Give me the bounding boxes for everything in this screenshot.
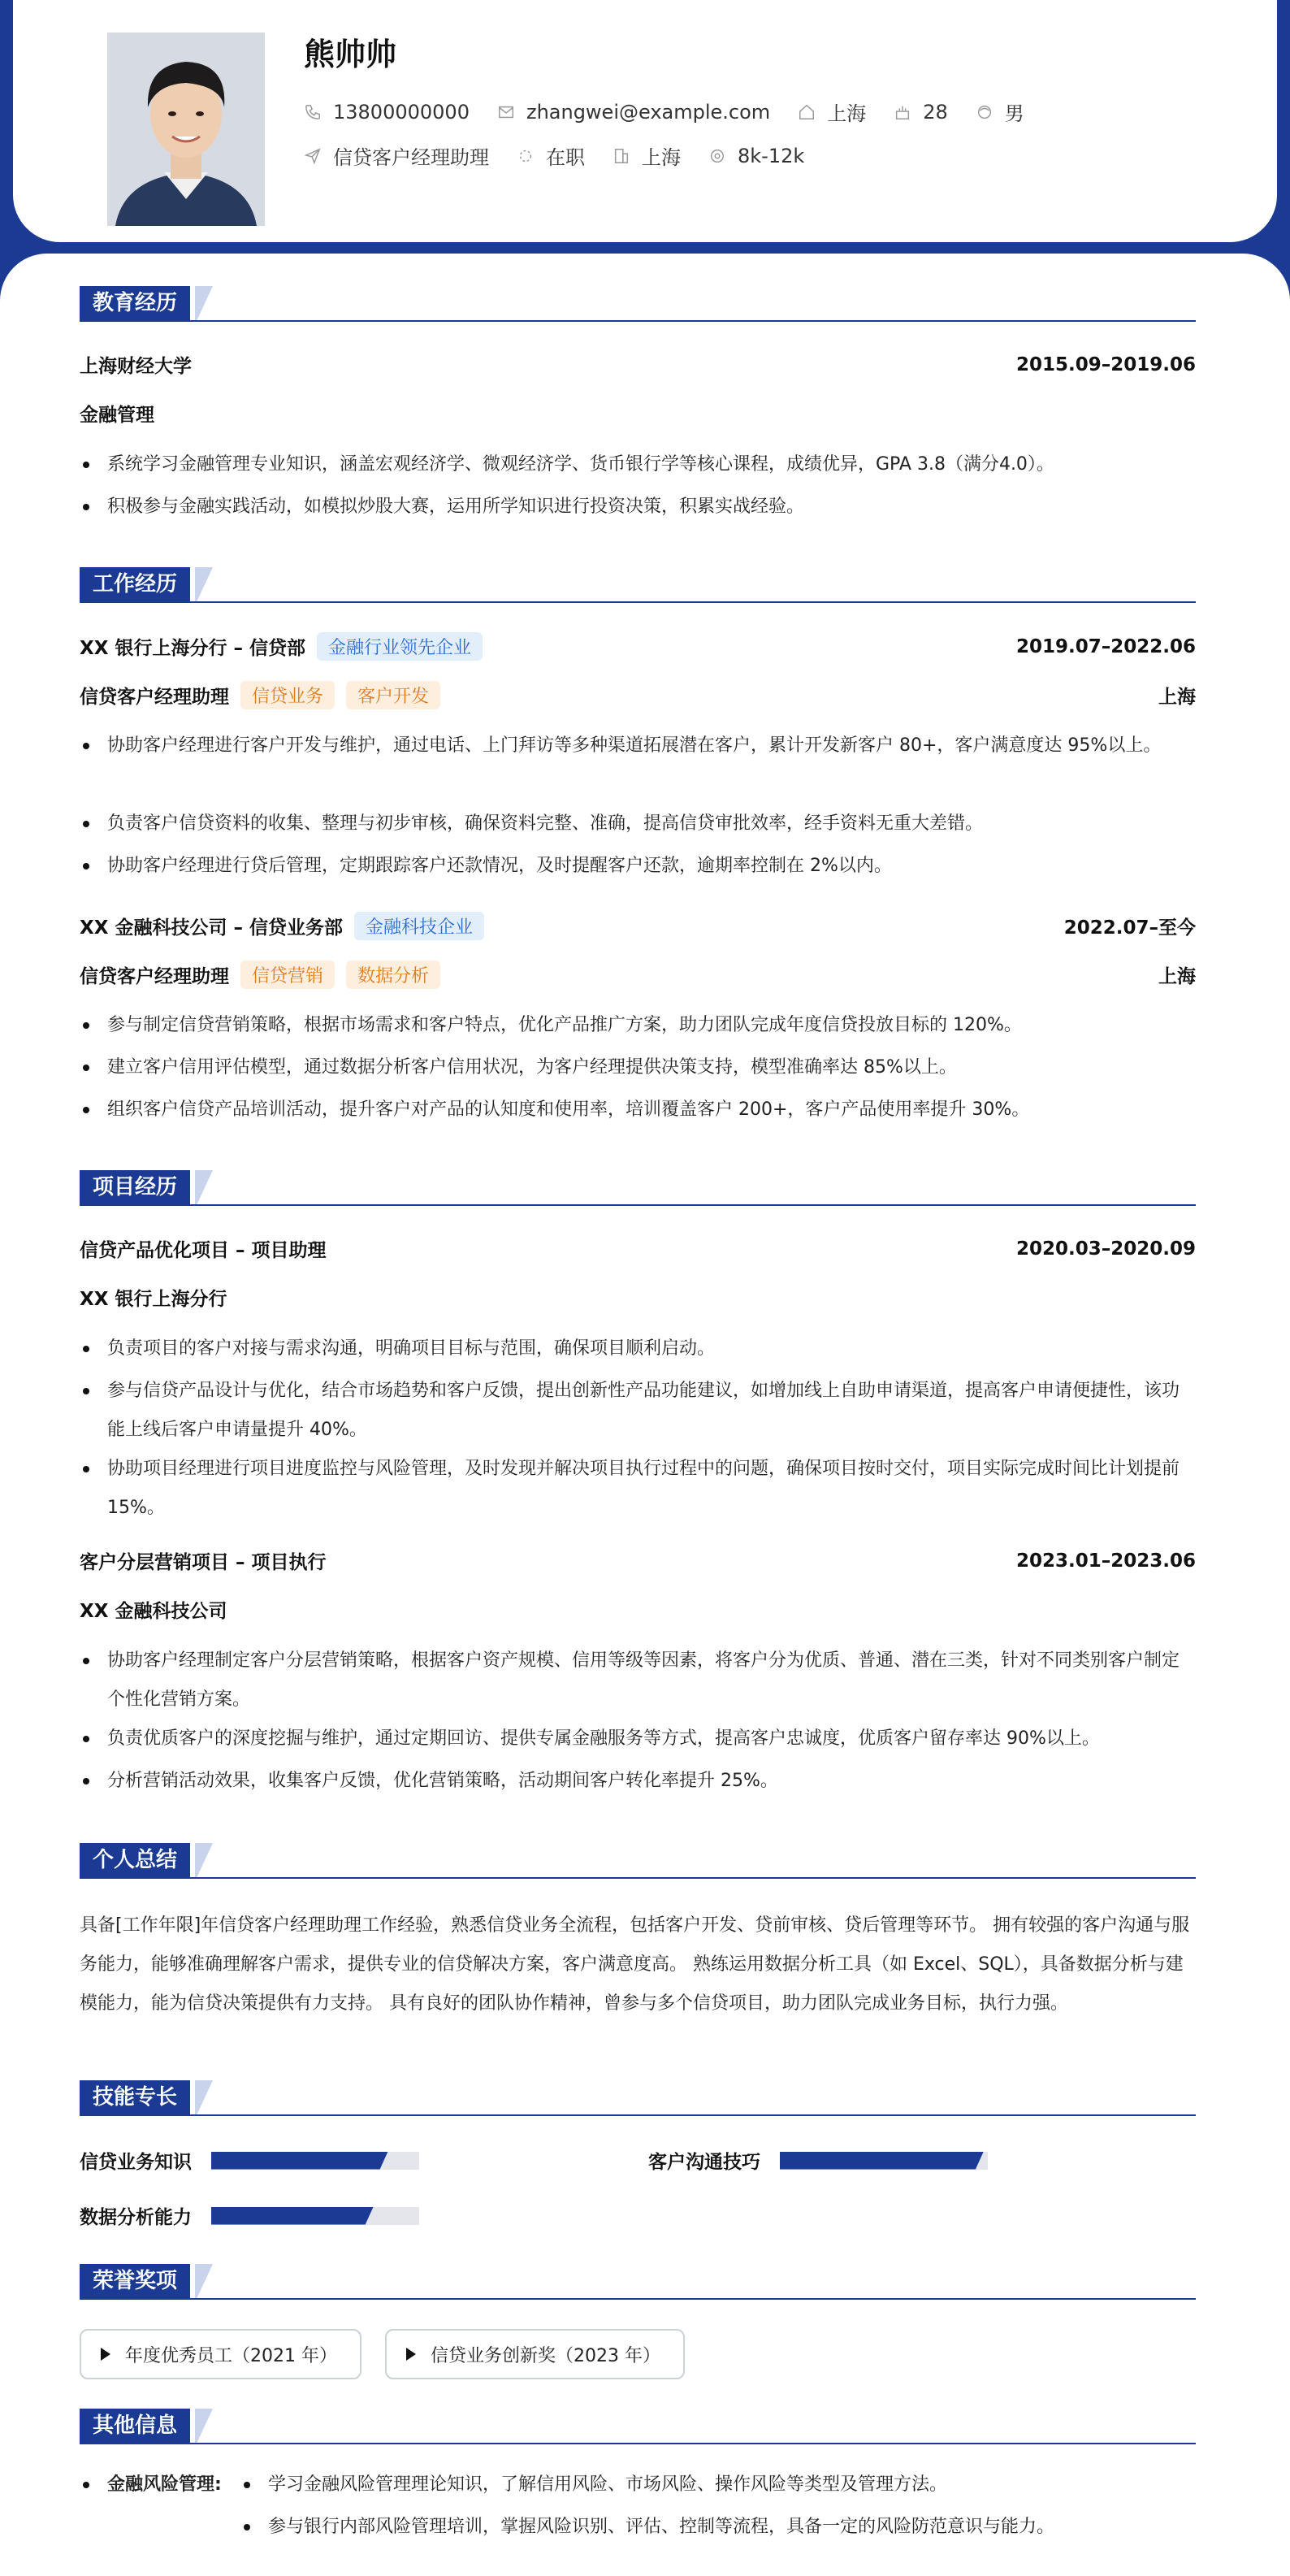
skill-item [648,2147,988,2174]
gender-icon [976,103,993,121]
skill-item [80,2202,419,2229]
email-item [497,101,770,124]
skill-name: 数据分析能力 [80,2207,192,2228]
list-item: 学习金融风险管理理论知识，了解信用风险、市场风险、操作风险等类型及管理方法。 [240,2465,1196,2504]
gender-item [976,98,1024,126]
projects-section [80,1170,1196,1791]
other-label: 金融风险管理: [80,2465,242,2504]
award-badge [385,2329,685,2379]
award-text: 年度优秀员工（2021 年） [125,2345,337,2366]
project-name: 客户分层营销项目 – 项目执行 [80,1552,327,1573]
list-item: 协助项目经理进行项目进度监控与风险管理，及时发现并解决项目执行过程中的问题，确保项目按时交付，项目实际完成时间比计划提前 15%。 [80,1450,1196,1528]
age-text: 28 [923,100,948,124]
project-org-row [80,1596,1196,1623]
summary-text: 具备[工作年限]年信贷客户经理助理工作经验，熟悉信贷业务全流程，包括客户开发、贷前审核、贷后管理等环节。 拥有较强的客户沟通与服务能力，能够准确理解客户需求，提供专业的信贷解决方案，客户满意度高。 熟练运用数据分析工具（如 Excel、SQL），具备数据分析与建模能力，能为信贷决策提供有力支持。 具有良好的团队协作精神，曾参与多个信贷项目，助力团队完成业务目标，执行力强。 [80,1915,1190,2014]
education-row [80,351,1196,378]
city-text: 上海 [827,102,867,125]
list-item: 负责项目的客户对接与需求沟通，明确项目目标与范围，确保项目顺利启动。 [80,1329,1196,1368]
city-item [798,98,866,126]
project-header [80,1547,1196,1574]
work-section [80,567,1196,1120]
paper-plane-icon [304,147,322,165]
list-item: 建立客户信用评估模型，通过数据分析客户信用状况，为客户经理提供决策支持，模型准确率达 85%以上。 [80,1048,1196,1087]
phone-icon [304,103,322,121]
company-tag: 金融科技企业 [354,912,484,940]
list-item: 参与银行内部风险管理培训，掌握风险识别、评估、控制等流程，具备一定的风险防范意识与能力。 [240,2508,1196,2547]
list-item: 组织客户信贷产品培训活动，提升客户对产品的认知度和使用率，培训覆盖客户 200+，客户产品使用率提升 30%。 [80,1091,1196,1130]
skill-name: 信贷业务知识 [80,2152,192,2173]
other-section [80,2409,1196,2576]
age-item [894,101,948,124]
section-title: 教育经历 [80,286,190,320]
salary-text: 8k-12k [738,144,805,167]
project-period: 2020.03–2020.09 [1015,1238,1196,1260]
list-item: 协助客户经理进行客户开发与维护，通过电话、上门拜访等多种渠道拓展潜在客户，累计开发新客户 80+，客户满意度达 95%以上。 [80,726,1196,765]
position-text: 信贷客户经理助理 [333,146,489,169]
project-org-row [80,1284,1196,1311]
list-item: 分析营销活动效果，收集客户反馈，优化营销策略，活动期间客户转化率提升 25%。 [80,1762,1196,1801]
summary-section [80,1843,1196,2014]
section-title: 荣誉奖项 [80,2264,190,2298]
candidate-name: 熊帅帅 [304,37,397,72]
project-org: XX 银行上海分行 [80,1289,227,1310]
intent-city-item [613,141,681,170]
skill-tag: 数据分析 [346,961,440,989]
resume-header [13,0,1277,242]
email-text: zhangwei@example.com [526,100,771,124]
contact-row [304,98,1052,126]
skill-tag: 信贷业务 [240,681,335,709]
salary-item [708,145,804,167]
home-icon [798,103,816,121]
building-icon [613,147,630,165]
list-item: 负责优质客户的深度挖掘与维护，通过定期回访、提供专属金融服务等方式，提高客户忠诚度，优质客户留存率达 90%以上。 [80,1720,1196,1759]
skill-bar [780,2152,988,2170]
company-name: XX 金融科技公司 – 信贷业务部 [80,917,343,939]
section-title: 个人总结 [80,1843,190,1877]
list-item: 协助客户经理制定客户分层营销策略，根据客户资产规模、信用等级等因素，将客户分为优质、普通、潜在三类，针对不同类别客户制定个性化营销方案。 [80,1641,1196,1720]
job-period: 2022.07–至今 [1063,917,1196,939]
job-header [80,912,1196,940]
triangle-icon [406,2348,416,2361]
email-icon [497,103,515,121]
list-item: 参与制定信贷营销策略，根据市场需求和客户特点，优化产品推广方案，助力团队完成年度信贷投放目标的 120%。 [80,1006,1196,1045]
company-name: XX 银行上海分行 – 信贷部 [80,638,305,659]
job-position-row [80,961,1196,989]
education-period: 2015.09–2019.06 [1015,353,1196,375]
triangle-icon [101,2348,110,2361]
intent-row [304,141,832,170]
skill-tag: 信贷营销 [240,961,335,989]
status-icon [517,147,535,165]
major-row [80,400,1196,427]
skill-item [80,2147,419,2174]
company-tag: 金融行业领先企业 [317,632,483,661]
skill-tag: 客户开发 [346,681,440,709]
job-position: 信贷客户经理助理 [80,687,229,708]
list-item: 系统学习金融管理专业知识，涵盖宏观经济学、微观经济学、货币银行学等核心课程，成绩优异，GPA 3.8（满分4.0）。 [80,445,1196,484]
job-position: 信贷客户经理助理 [80,966,229,987]
project-period: 2023.01–2023.06 [1015,1550,1196,1572]
major-name: 金融管理 [80,405,154,426]
education-section [80,286,1196,517]
job-location: 上海 [1158,966,1196,987]
skills-section [80,2080,1196,2243]
skill-bar [211,2207,419,2225]
intent-city-text: 上海 [642,146,681,169]
skill-name: 客户沟通技巧 [648,2152,760,2173]
coin-icon [708,147,726,165]
job-position-row [80,681,1196,709]
award-badge [80,2329,361,2379]
section-title: 技能专长 [80,2080,190,2114]
project-org: XX 金融科技公司 [80,1601,227,1622]
position-item [304,141,489,170]
awards-section [80,2264,1196,2300]
award-text: 信贷业务创新奖（2023 年） [431,2345,660,2366]
job-location: 上海 [1158,687,1196,708]
section-title: 其他信息 [80,2409,190,2443]
skill-bar-fill [780,2152,984,2170]
cake-icon [894,103,911,121]
portrait-illustration [107,33,265,226]
phone-item [304,101,470,124]
phone-text: 13800000000 [333,100,470,124]
skill-bar [211,2152,419,2170]
section-title: 项目经历 [80,1170,190,1204]
school-name: 上海财经大学 [80,356,192,377]
list-item: 协助客户经理进行贷后管理，定期跟踪客户还款情况，及时提醒客户还款，逾期率控制在 2%以内。 [80,847,1196,886]
gender-text: 男 [1004,102,1024,125]
profile-photo [107,33,265,226]
skill-bar-fill [211,2152,388,2170]
job-header [80,632,1196,661]
section-title: 工作经历 [80,567,190,601]
status-text: 在职 [546,146,585,169]
job-period: 2019.07–2022.06 [1015,635,1196,657]
status-item [517,141,585,170]
project-header [80,1235,1196,1262]
list-item: 参与信贷产品设计与优化，结合市场趋势和客户反馈，提出创新性产品功能建议，如增加线上自助申请渠道，提高客户申请便捷性，该功能上线后客户申请量提升 40%。 [80,1372,1196,1450]
skill-bar-fill [211,2207,374,2225]
list-item: 积极参与金融实践活动，如模拟炒股大赛，运用所学知识进行投资决策，积累实战经验。 [80,488,1196,527]
list-item: 负责客户信贷资料的收集、整理与初步审核，确保资料完整、准确，提高信贷审批效率，经手资料无重大差错。 [80,804,1196,843]
project-name: 信贷产品优化项目 – 项目助理 [80,1240,327,1261]
